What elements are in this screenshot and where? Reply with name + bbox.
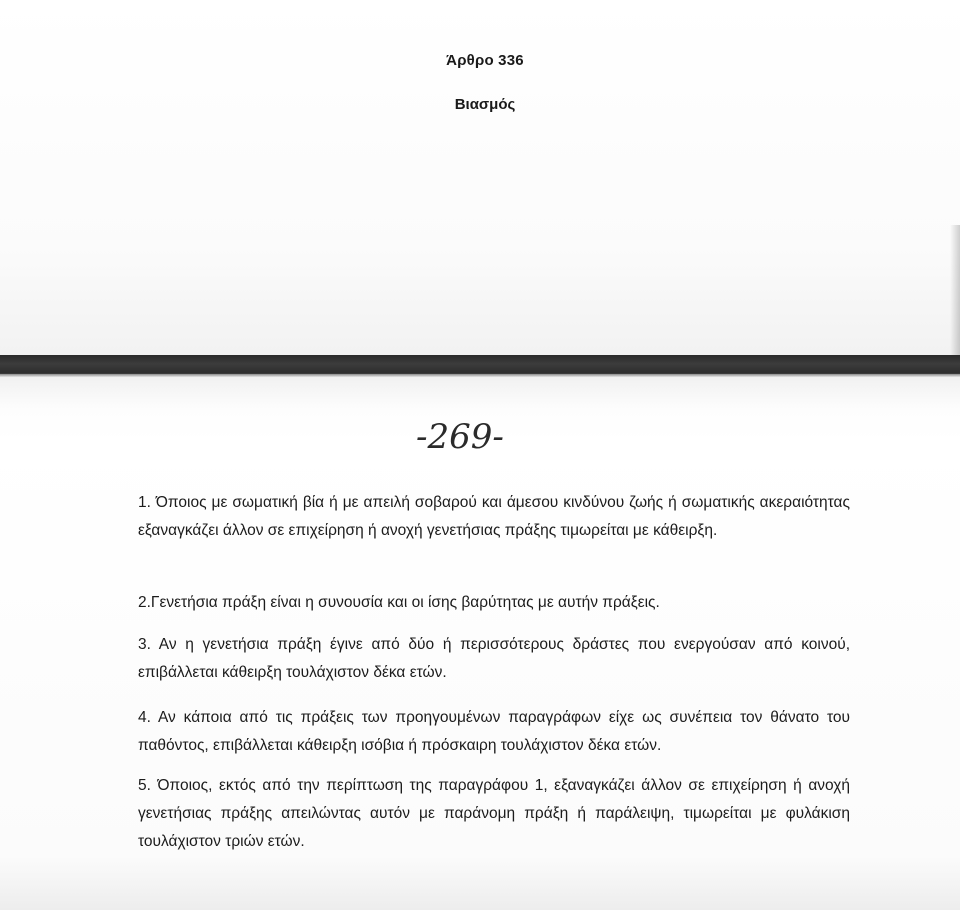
- paragraph-5: 5. Όποιος, εκτός από την περίπτωση της παραγράφου 1, εξαναγκάζει άλλον σε επιχείρηση ή ανοχή γενετήσιας πράξης απειλώντας αυτόν με παράνομη πράξη ή παράλειψη, τιμωρείται με φυλάκιση τουλάχιστον τριών ετών.: [138, 777, 850, 850]
- article-heading: Άρθρο 336: [446, 52, 524, 69]
- page-separator: [0, 355, 960, 377]
- paragraph-3: 3. Αν η γενετήσια πράξη έγινε από δύο ή περισσότερους δράστες που ενεργούσαν από κοινού, επιβάλλεται κάθειρξη τουλάχιστον δέκα ετών.: [138, 636, 850, 681]
- page-edge-shadow: [950, 225, 960, 355]
- page-number-text: -269-: [416, 417, 504, 457]
- paragraph-1: 1. Όποιος με σωματική βία ή με απειλή σοβαρού και άμεσου κινδύνου ζωής ή σωματικής ακεραιότητας εξαναγκάζει άλλον σε επιχείρηση ή ανοχή γενετήσιας πράξης τιμωρείται με κάθειρξη.: [138, 494, 850, 539]
- handwritten-page-number: [412, 406, 552, 462]
- paragraph-2: 2.Γενετήσια πράξη είναι η συνουσία και οι ίσης βαρύτητας με αυτήν πράξεις.: [138, 594, 660, 611]
- upper-page: [0, 0, 960, 355]
- article-title: Βιασμός: [454, 96, 516, 113]
- paragraph-4: 4. Αν κάποια από τις πράξεις των προηγουμένων παραγράφων είχε ως συνέπεια τον θάνατο του παθόντος, επιβάλλεται κάθειρξη ισόβια ή πρόσκαιρη τουλάχιστον δέκα ετών.: [138, 709, 850, 754]
